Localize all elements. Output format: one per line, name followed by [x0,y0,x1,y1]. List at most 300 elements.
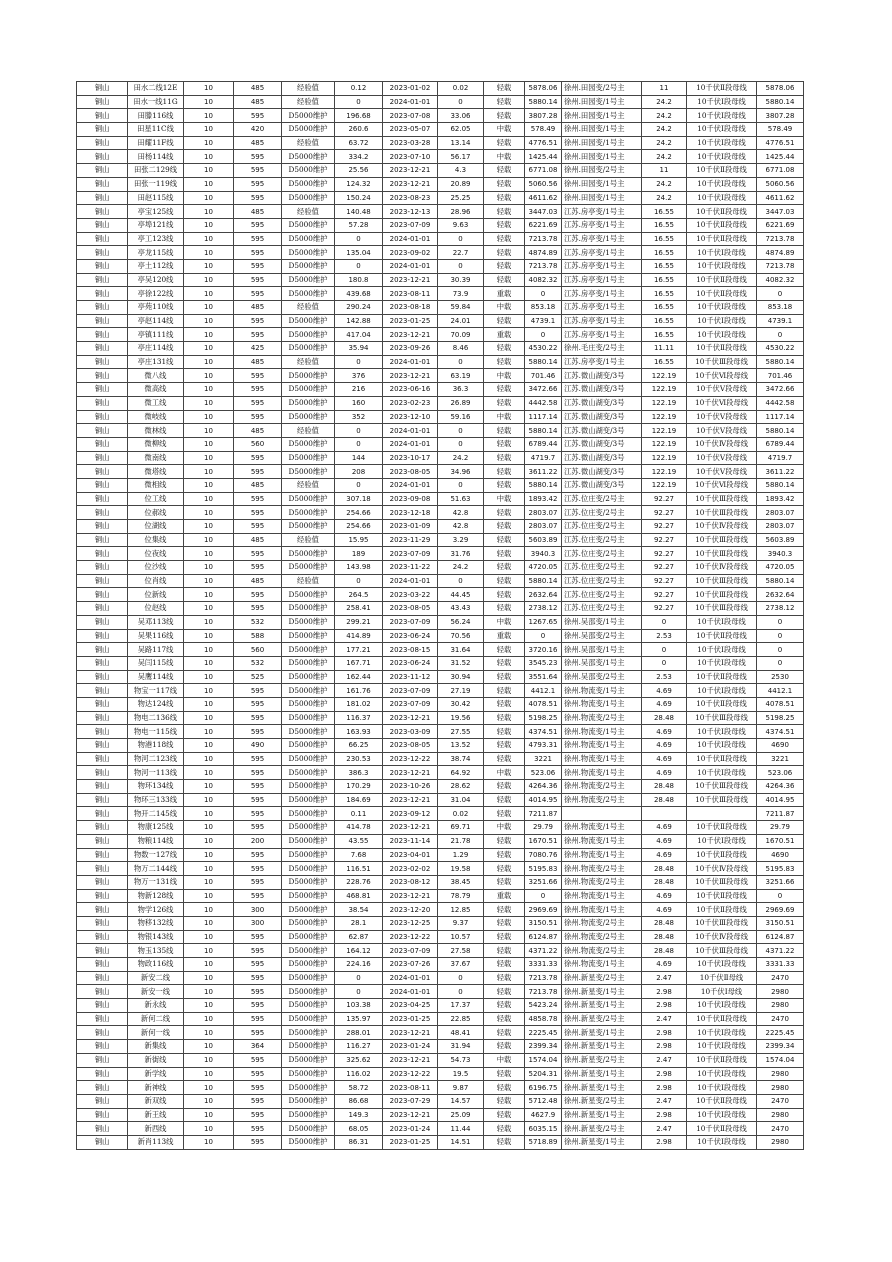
cell-busbar: 10千伏Ⅰ段母线 [687,123,757,137]
cell-line-name: 微八线 [128,369,184,383]
cell-load-status: 轻载 [484,999,525,1013]
cell-transformer: 江苏.房亭变/1号主 [562,205,642,219]
cell-line-name: 物政116线 [128,958,184,972]
cell-load-rate: 28.62 [438,780,484,794]
cell-transformer: 江苏.房亭变/1号主 [562,328,642,342]
cell-source: D5000维护 [282,1040,335,1054]
cell-source: D5000维护 [282,383,335,397]
cell-rated-current: 485 [234,95,282,109]
cell-source: D5000维护 [282,999,335,1013]
cell-rated-current: 595 [234,492,282,506]
cell-rated-current: 595 [234,150,282,164]
cell-county: 铜山 [77,259,128,273]
cell-rated-current: 364 [234,1040,282,1054]
cell-load-status: 轻载 [484,1067,525,1081]
cell-transformer-load: 16.55 [642,273,687,287]
cell-capacity: 7211.87 [757,807,804,821]
cell-rated-current: 485 [234,533,282,547]
cell-rated-current: 532 [234,656,282,670]
cell-source: D5000维护 [282,177,335,191]
cell-voltage: 10 [184,1122,234,1136]
cell-transformer-load: 4.69 [642,903,687,917]
cell-transformer: 徐州.物流变/1号主 [562,903,642,917]
cell-date: 2023-08-05 [383,739,438,753]
cell-rated-current: 485 [234,301,282,315]
cell-date: 2023-10-17 [383,451,438,465]
cell-transformer-load: 92.27 [642,547,687,561]
cell-line-name: 吴路117线 [128,643,184,657]
cell-voltage: 10 [184,1135,234,1149]
cell-capacity: 0 [757,889,804,903]
cell-transformer: 江苏.位庄变/2号主 [562,533,642,547]
cell-transformer-load: 28.48 [642,944,687,958]
cell-county: 铜山 [77,766,128,780]
cell-line-name: 新双线 [128,1094,184,1108]
cell-busbar: 10千伏Ⅲ段母线 [687,944,757,958]
cell-busbar: 10千伏Ⅱ母线 [687,971,757,985]
cell-transformer-load: 2.98 [642,1108,687,1122]
cell-busbar: 10千伏Ⅱ段母线 [687,1094,757,1108]
cell-load-current: 167.71 [335,656,383,670]
cell-load-current: 414.78 [335,821,383,835]
cell-load-status: 中载 [484,123,525,137]
cell-busbar: 10千伏Ⅰ段母线 [687,259,757,273]
cell-line-name: 新王线 [128,1108,184,1122]
cell-load-rate: 9.37 [438,916,484,930]
cell-source: D5000维护 [282,697,335,711]
cell-source: D5000维护 [282,342,335,356]
cell-available-capacity: 2738.12 [525,602,562,616]
cell-available-capacity: 3545.23 [525,656,562,670]
cell-transformer: 徐州.田园变/1号主 [562,136,642,150]
cell-load-rate: 70.56 [438,629,484,643]
cell-available-capacity: 5718.89 [525,1135,562,1149]
cell-capacity: 0 [757,287,804,301]
cell-available-capacity: 6196.75 [525,1081,562,1095]
table-row [77,780,804,794]
cell-load-rate: 38.74 [438,752,484,766]
cell-voltage: 10 [184,205,234,219]
cell-line-name: 田水二线12E [128,82,184,96]
cell-transformer: 江苏.房亭变/1号主 [562,301,642,315]
table-row [77,916,804,930]
cell-county: 铜山 [77,574,128,588]
table-row [77,547,804,561]
cell-load-status: 轻载 [484,971,525,985]
cell-transformer: 江苏.微山湖变/3号 [562,383,642,397]
cell-capacity: 2470 [757,1012,804,1026]
cell-capacity: 5880.14 [757,355,804,369]
cell-line-name: 新街线 [128,1053,184,1067]
cell-line-name: 物新128线 [128,889,184,903]
cell-available-capacity: 3150.51 [525,916,562,930]
cell-load-current: 143.98 [335,561,383,575]
cell-available-capacity: 0 [525,328,562,342]
cell-load-current: 0 [335,95,383,109]
cell-voltage: 10 [184,246,234,260]
cell-available-capacity: 5423.24 [525,999,562,1013]
table-row [77,506,804,520]
cell-load-status: 轻载 [484,711,525,725]
cell-transformer: 徐州.新星变/1号主 [562,1108,642,1122]
cell-busbar: 10千伏Ⅱ段母线 [687,889,757,903]
cell-county: 铜山 [77,1053,128,1067]
cell-transformer: 徐州.物流变/1号主 [562,958,642,972]
cell-capacity: 6789.44 [757,437,804,451]
cell-load-current: 28.1 [335,916,383,930]
cell-voltage: 10 [184,424,234,438]
cell-transformer-load: 2.47 [642,1012,687,1026]
cell-capacity: 4264.36 [757,780,804,794]
cell-busbar: 10千伏Ⅰ段母线 [687,615,757,629]
cell-voltage: 10 [184,82,234,96]
cell-source: D5000维护 [282,150,335,164]
cell-county: 铜山 [77,1081,128,1095]
table-body [77,82,804,1150]
cell-busbar: 10千伏Ⅱ段母线 [687,342,757,356]
cell-busbar: 10千伏Ⅲ段母线 [687,602,757,616]
cell-load-status: 轻载 [484,82,525,96]
cell-line-name: 位集线 [128,533,184,547]
cell-load-status: 轻载 [484,752,525,766]
cell-date: 2023-12-22 [383,930,438,944]
cell-busbar: 10千伏Ⅰ段母线 [687,150,757,164]
cell-load-rate: 22.7 [438,246,484,260]
cell-load-status: 中载 [484,766,525,780]
cell-county: 铜山 [77,437,128,451]
cell-busbar: 10千伏Ⅰ段母线 [687,958,757,972]
cell-load-rate: 34.96 [438,465,484,479]
cell-line-name: 新安二线 [128,971,184,985]
cell-line-name: 吴鹰114线 [128,670,184,684]
cell-load-current: 196.68 [335,109,383,123]
cell-load-rate: 31.94 [438,1040,484,1054]
cell-load-current: 162.44 [335,670,383,684]
table-row [77,218,804,232]
cell-capacity: 578.49 [757,123,804,137]
cell-county: 铜山 [77,1108,128,1122]
table-row [77,95,804,109]
cell-load-rate: 4.3 [438,164,484,178]
cell-line-name: 位工线 [128,492,184,506]
cell-busbar: 10千伏Ⅱ段母线 [687,287,757,301]
cell-capacity: 701.46 [757,369,804,383]
cell-voltage: 10 [184,1081,234,1095]
cell-county: 铜山 [77,164,128,178]
cell-capacity: 0 [757,629,804,643]
cell-line-name: 物学126线 [128,903,184,917]
cell-date: 2023-12-21 [383,711,438,725]
cell-capacity: 4530.22 [757,342,804,356]
cell-rated-current: 595 [234,109,282,123]
cell-load-rate: 19.56 [438,711,484,725]
cell-load-status: 轻载 [484,725,525,739]
cell-line-name: 位肖线 [128,574,184,588]
cell-load-rate: 48.41 [438,1026,484,1040]
cell-available-capacity: 7213.78 [525,232,562,246]
cell-voltage: 10 [184,602,234,616]
cell-load-rate: 56.24 [438,615,484,629]
cell-county: 铜山 [77,889,128,903]
cell-transformer: 徐州.吴邵变/2号主 [562,670,642,684]
cell-rated-current: 485 [234,205,282,219]
cell-available-capacity: 0 [525,889,562,903]
table-row [77,355,804,369]
cell-date: 2023-12-21 [383,793,438,807]
cell-load-status: 轻载 [484,342,525,356]
cell-load-rate: 31.04 [438,793,484,807]
table-row [77,273,804,287]
cell-available-capacity: 3940.3 [525,547,562,561]
cell-rated-current: 595 [234,1122,282,1136]
cell-source: D5000维护 [282,109,335,123]
cell-transformer-load: 24.2 [642,136,687,150]
cell-load-status: 轻载 [484,396,525,410]
cell-transformer-load: 122.19 [642,424,687,438]
cell-transformer-load: 0 [642,643,687,657]
cell-load-rate: 51.63 [438,492,484,506]
cell-load-rate: 73.9 [438,287,484,301]
cell-load-rate: 24.01 [438,314,484,328]
cell-date: 2023-07-09 [383,684,438,698]
cell-transformer: 徐州.吴邵变/2号主 [562,629,642,643]
cell-transformer: 徐州.物流变/1号主 [562,739,642,753]
cell-county: 铜山 [77,561,128,575]
cell-busbar: 10千伏Ⅰ段母线 [687,1081,757,1095]
cell-voltage: 10 [184,739,234,753]
cell-available-capacity: 5712.48 [525,1094,562,1108]
table-row [77,930,804,944]
cell-line-name: 田张二129线 [128,164,184,178]
cell-busbar: 10千伏Ⅴ段母线 [687,410,757,424]
cell-load-rate: 9.63 [438,218,484,232]
cell-county: 铜山 [77,725,128,739]
cell-available-capacity: 6789.44 [525,437,562,451]
cell-available-capacity: 6035.15 [525,1122,562,1136]
cell-busbar: 10千伏Ⅱ段母线 [687,218,757,232]
cell-load-status: 轻载 [484,259,525,273]
cell-line-name: 田耀11F线 [128,136,184,150]
cell-voltage: 10 [184,684,234,698]
cell-load-current: 116.02 [335,1067,383,1081]
cell-source: D5000维护 [282,1135,335,1149]
cell-voltage: 10 [184,793,234,807]
cell-transformer-load: 2.47 [642,1053,687,1067]
table-row [77,383,804,397]
cell-load-current: 43.55 [335,834,383,848]
cell-source: D5000维护 [282,752,335,766]
cell-county: 铜山 [77,410,128,424]
cell-line-name: 物开二145线 [128,807,184,821]
cell-source: D5000维护 [282,958,335,972]
cell-load-rate: 22.85 [438,1012,484,1026]
cell-load-current: 135.04 [335,246,383,260]
cell-capacity: 523.06 [757,766,804,780]
cell-load-status: 中载 [484,150,525,164]
cell-capacity: 1117.14 [757,410,804,424]
cell-busbar: 10千伏Ⅰ段母线 [687,1067,757,1081]
cell-transformer-load: 16.55 [642,232,687,246]
cell-capacity: 2470 [757,971,804,985]
cell-line-name: 亭镇111线 [128,328,184,342]
table-row [77,766,804,780]
cell-load-status: 轻载 [484,424,525,438]
cell-load-status: 轻载 [484,697,525,711]
cell-transformer-load: 16.55 [642,355,687,369]
cell-date: 2023-01-24 [383,1040,438,1054]
cell-voltage: 10 [184,958,234,972]
cell-date: 2023-04-01 [383,848,438,862]
cell-county: 铜山 [77,342,128,356]
cell-rated-current: 595 [234,451,282,465]
cell-voltage: 10 [184,177,234,191]
cell-busbar: 10千伏Ⅰ段母线 [687,314,757,328]
cell-available-capacity: 523.06 [525,766,562,780]
cell-load-current: 264.5 [335,588,383,602]
cell-load-current: 417.04 [335,328,383,342]
cell-load-current: 86.68 [335,1094,383,1108]
table-row [77,629,804,643]
cell-voltage: 10 [184,670,234,684]
cell-voltage: 10 [184,478,234,492]
cell-load-current: 290.24 [335,301,383,315]
cell-available-capacity: 4611.62 [525,191,562,205]
cell-load-current: 0 [335,985,383,999]
cell-load-current: 68.05 [335,1122,383,1136]
cell-rated-current: 200 [234,834,282,848]
table-row [77,711,804,725]
cell-capacity: 5195.83 [757,862,804,876]
cell-busbar [687,807,757,821]
cell-source: D5000维护 [282,246,335,260]
cell-load-current: 140.48 [335,205,383,219]
cell-voltage: 10 [184,383,234,397]
cell-source: D5000维护 [282,561,335,575]
cell-transformer-load: 16.55 [642,328,687,342]
cell-rated-current: 595 [234,766,282,780]
cell-voltage: 10 [184,807,234,821]
cell-voltage: 10 [184,1094,234,1108]
cell-source: D5000维护 [282,328,335,342]
cell-transformer-load: 4.69 [642,889,687,903]
cell-busbar: 10千伏Ⅲ段母线 [687,793,757,807]
cell-source: D5000维护 [282,314,335,328]
cell-busbar: 10千伏Ⅰ段母线 [687,246,757,260]
cell-date: 2024-01-01 [383,95,438,109]
cell-county: 铜山 [77,369,128,383]
cell-transformer-load: 92.27 [642,506,687,520]
cell-transformer-load: 4.69 [642,684,687,698]
cell-county: 铜山 [77,588,128,602]
cell-load-current: 7.68 [335,848,383,862]
cell-load-status: 轻载 [484,1122,525,1136]
cell-busbar: 10千伏Ⅰ段母线 [687,834,757,848]
cell-transformer: 徐州.新星变/1号主 [562,985,642,999]
cell-source: D5000维护 [282,1081,335,1095]
cell-line-name: 物银143线 [128,930,184,944]
cell-transformer-load: 122.19 [642,465,687,479]
cell-source: D5000维护 [282,780,335,794]
cell-voltage: 10 [184,985,234,999]
cell-date: 2023-12-22 [383,752,438,766]
cell-rated-current: 485 [234,574,282,588]
cell-available-capacity: 3472.66 [525,383,562,397]
cell-voltage: 10 [184,903,234,917]
cell-line-name: 亭龙115线 [128,246,184,260]
cell-line-name: 田星11C线 [128,123,184,137]
cell-voltage: 10 [184,1026,234,1040]
cell-load-current: 299.21 [335,615,383,629]
cell-available-capacity: 0 [525,287,562,301]
table-row [77,369,804,383]
cell-capacity: 853.18 [757,301,804,315]
cell-load-rate: 43.43 [438,602,484,616]
cell-load-current: 160 [335,396,383,410]
cell-voltage: 10 [184,780,234,794]
cell-transformer: 江苏.房亭变/1号主 [562,273,642,287]
cell-load-current: 181.02 [335,697,383,711]
cell-busbar: 10千伏Ⅰ段母线 [687,1026,757,1040]
cell-transformer-load: 2.53 [642,629,687,643]
cell-capacity: 6221.69 [757,218,804,232]
cell-busbar: 10千伏Ⅵ段母线 [687,396,757,410]
table-row [77,437,804,451]
cell-available-capacity: 2803.07 [525,506,562,520]
cell-source: D5000维护 [282,1122,335,1136]
cell-load-current: 0 [335,355,383,369]
cell-load-rate: 3.29 [438,533,484,547]
cell-busbar: 10千伏Ⅳ段母线 [687,930,757,944]
cell-transformer-load: 2.98 [642,985,687,999]
cell-busbar: 10千伏Ⅱ段母线 [687,82,757,96]
cell-capacity: 3331.33 [757,958,804,972]
cell-available-capacity: 5878.06 [525,82,562,96]
cell-capacity: 2969.69 [757,903,804,917]
cell-line-name: 亭埠121线 [128,218,184,232]
cell-transformer-load: 4.69 [642,821,687,835]
cell-source: D5000维护 [282,862,335,876]
cell-transformer: 徐州.吴邵变/1号主 [562,643,642,657]
cell-busbar: 10千伏Ⅱ段母线 [687,697,757,711]
cell-county: 铜山 [77,1122,128,1136]
cell-voltage: 10 [184,752,234,766]
cell-load-current: 25.56 [335,164,383,178]
cell-busbar: 10千伏Ⅰ段母线 [687,301,757,315]
cell-capacity: 1670.51 [757,834,804,848]
cell-rated-current: 485 [234,136,282,150]
cell-voltage: 10 [184,136,234,150]
cell-available-capacity: 3551.64 [525,670,562,684]
cell-busbar: 10千伏Ⅲ段母线 [687,588,757,602]
table-row [77,862,804,876]
cell-load-rate: 25.25 [438,191,484,205]
table-row [77,1094,804,1108]
cell-date: 2023-01-02 [383,82,438,96]
cell-rated-current: 485 [234,82,282,96]
cell-county: 铜山 [77,1135,128,1149]
table-row [77,1040,804,1054]
cell-capacity: 2980 [757,999,804,1013]
cell-transformer: 徐州.田园变/2号主 [562,82,642,96]
cell-source: D5000维护 [282,218,335,232]
cell-voltage: 10 [184,369,234,383]
cell-voltage: 10 [184,615,234,629]
cell-line-name: 物康125线 [128,821,184,835]
table-row [77,656,804,670]
cell-rated-current: 595 [234,561,282,575]
cell-line-name: 微南线 [128,451,184,465]
table-row [77,985,804,999]
